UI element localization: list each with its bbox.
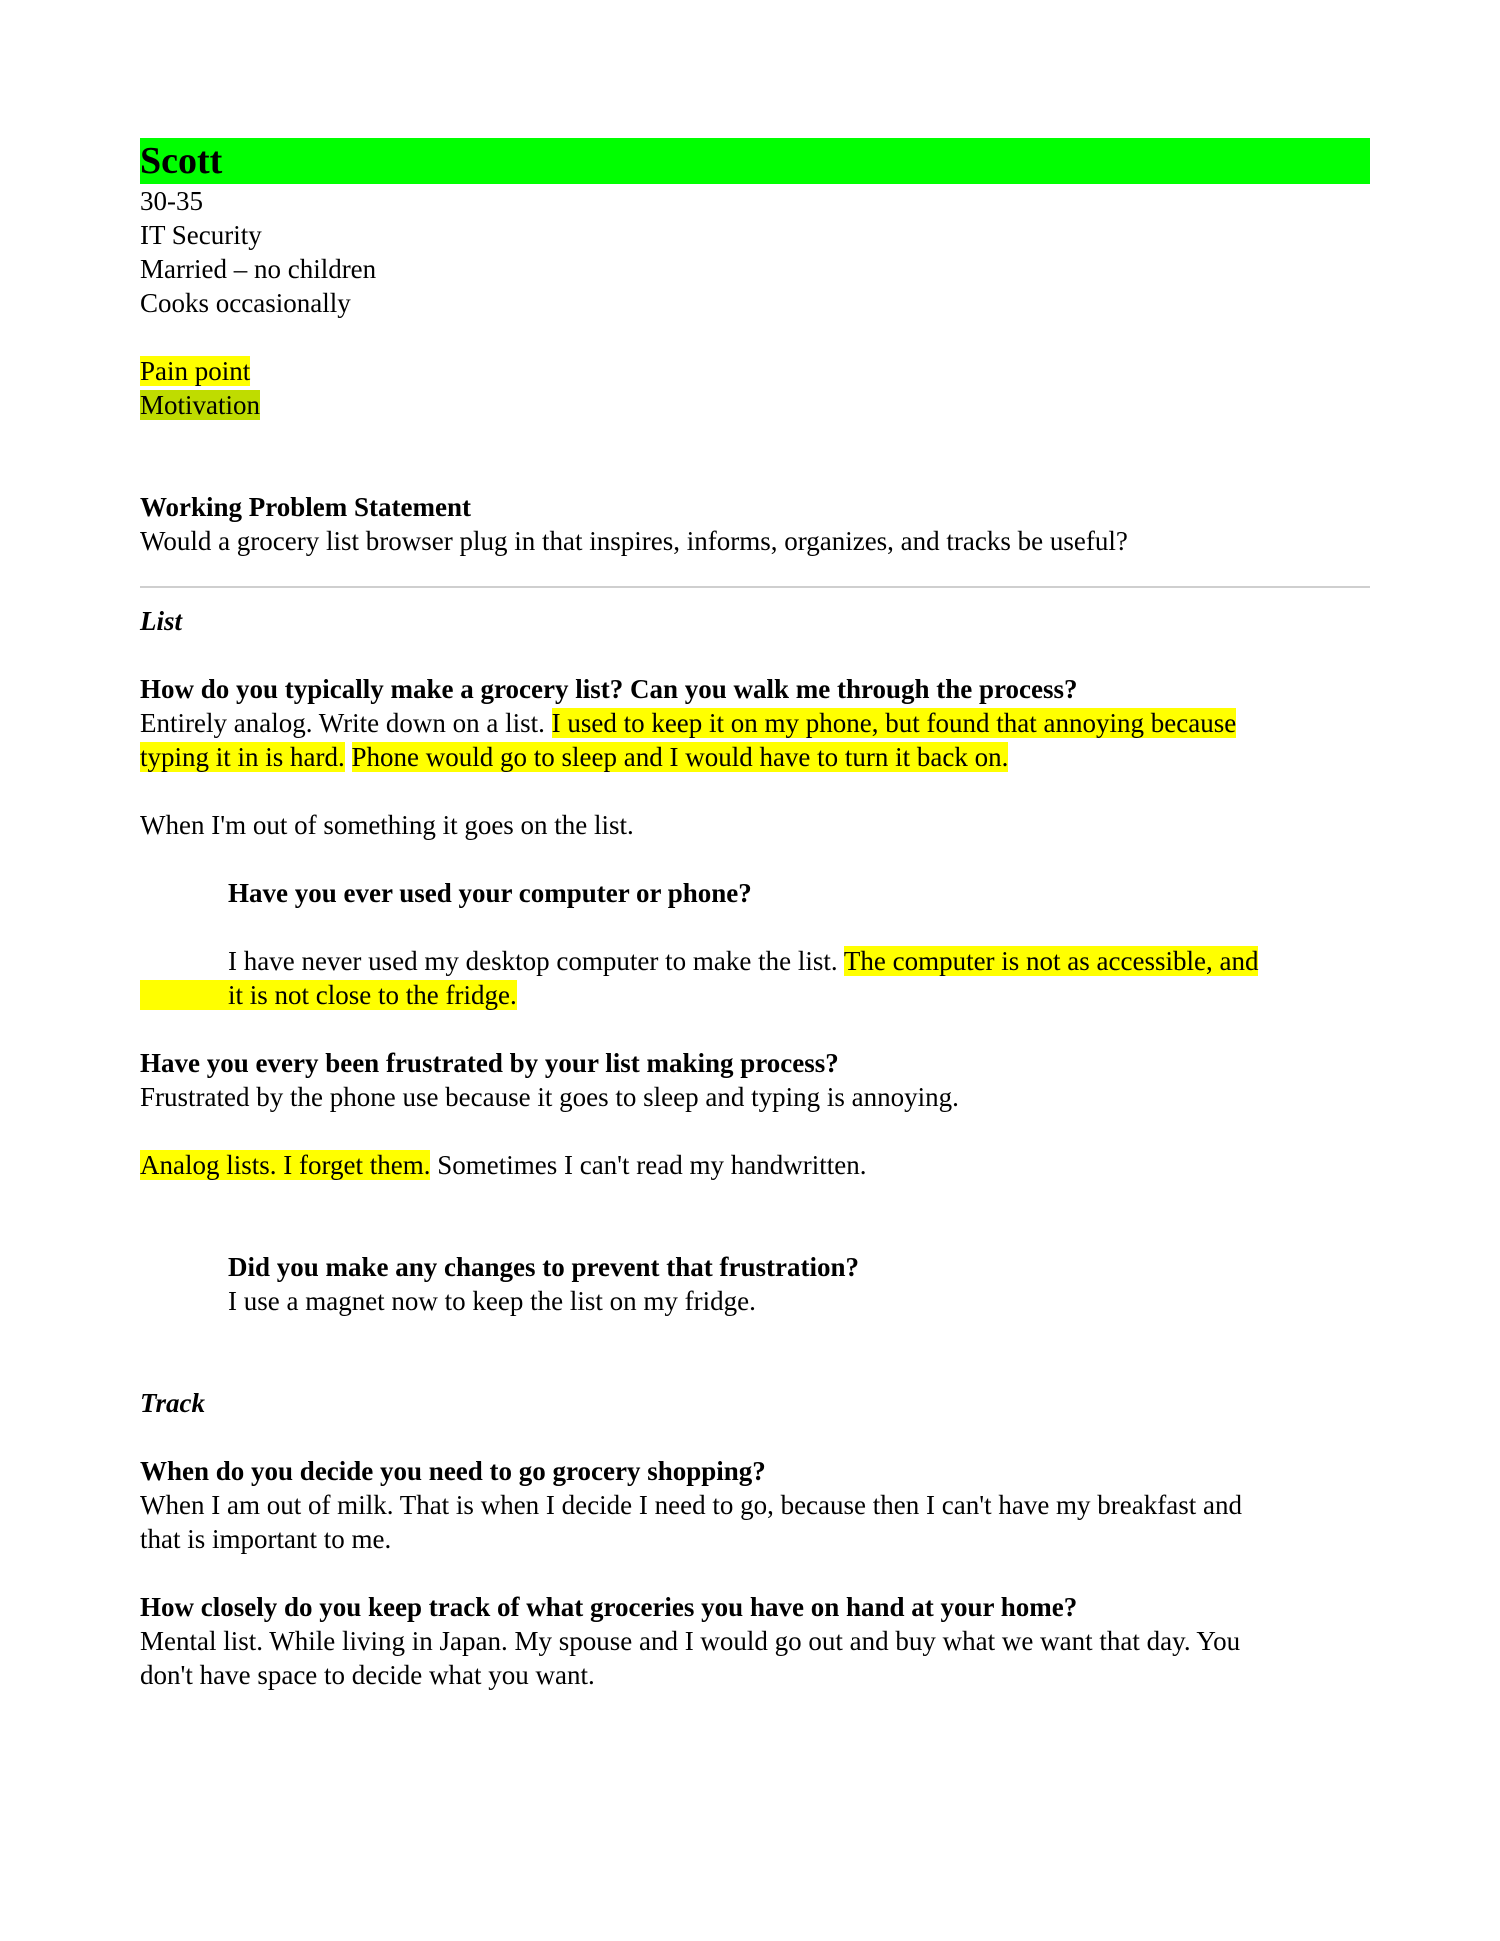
problem-text: Would a grocery list browser plug in that inspires, informs, organizes, and tracks be useful? (140, 526, 1128, 556)
list-answer-2: Frustrated by the phone use because it goes to sleep and typing is annoying. (140, 1082, 959, 1112)
persona-name: Scott (140, 138, 1370, 184)
list-followup-answer-1-highlight-a: The computer is not as accessible, and (843, 946, 1259, 976)
list-question-2: Have you every been frustrated by your list making process? (140, 1048, 839, 1078)
section-divider (140, 586, 1370, 588)
list-answer-1-highlight-2: Phone would go to sleep and I would have to turn it back on. (351, 742, 1009, 772)
list-question-1: How do you typically make a grocery list? Can you walk me through the process? (140, 674, 1078, 704)
list-answer-1-plain: Entirely analog. Write down on a list. (140, 708, 552, 738)
list-answer-1-highlight-1b: typing it in is hard. (140, 742, 345, 772)
list-followup-question-2: Did you make any changes to prevent that frustration? (228, 1252, 860, 1282)
list-section-heading: List (140, 606, 183, 636)
persona-age: 30-35 (140, 186, 203, 216)
list-answer-1-line1 (140, 706, 1370, 740)
list-followup-answer-2: I use a magnet now to keep the list on my fridge. (228, 1286, 756, 1316)
list-followup-answer-1-highlight-b: it is not close to the fridge. (140, 980, 517, 1010)
list-answer-1-line2 (140, 740, 1370, 774)
legend-motivation-text: Motivation (140, 390, 260, 420)
track-question-1: When do you decide you need to go grocery shopping? (140, 1456, 766, 1486)
list-followup-answer-1-line1 (140, 944, 1370, 978)
problem-heading: Working Problem Statement (140, 492, 471, 522)
list-answer-2b (140, 1148, 1370, 1182)
track-answer-2-line1: Mental list. While living in Japan. My spouse and I would go out and buy what we want that day. You (140, 1626, 1241, 1656)
list-answer-1-highlight-1a: I used to keep it on my phone, but found that annoying because (551, 708, 1237, 738)
legend-pain-point (140, 354, 1370, 388)
legend-pain-point-text: Pain point (140, 356, 251, 386)
track-question-2: How closely do you keep track of what groceries you have on hand at your home? (140, 1592, 1078, 1622)
persona-cooking: Cooks occasionally (140, 288, 351, 318)
persona-job: IT Security (140, 220, 262, 250)
track-section-heading: Track (140, 1388, 205, 1418)
legend-motivation (140, 388, 1370, 422)
persona-family: Married – no children (140, 254, 377, 284)
list-answer-2b-highlight: Analog lists. I forget them. (140, 1150, 431, 1180)
track-answer-1-line2: that is important to me. (140, 1524, 392, 1554)
list-answer-1-extra: When I'm out of something it goes on the list. (140, 810, 634, 840)
list-followup-answer-1-plain: I have never used my desktop computer to make the list. (228, 946, 844, 976)
track-answer-2-line2: don't have space to decide what you want. (140, 1660, 595, 1690)
document-page (140, 138, 1370, 1692)
track-answer-1-line1: When I am out of milk. That is when I decide I need to go, because then I can't have my breakfast and (140, 1490, 1242, 1520)
list-followup-answer-1-line2 (140, 978, 1370, 1012)
list-followup-question-1: Have you ever used your computer or phone? (228, 878, 752, 908)
list-answer-2b-plain: Sometimes I can't read my handwritten. (430, 1150, 867, 1180)
